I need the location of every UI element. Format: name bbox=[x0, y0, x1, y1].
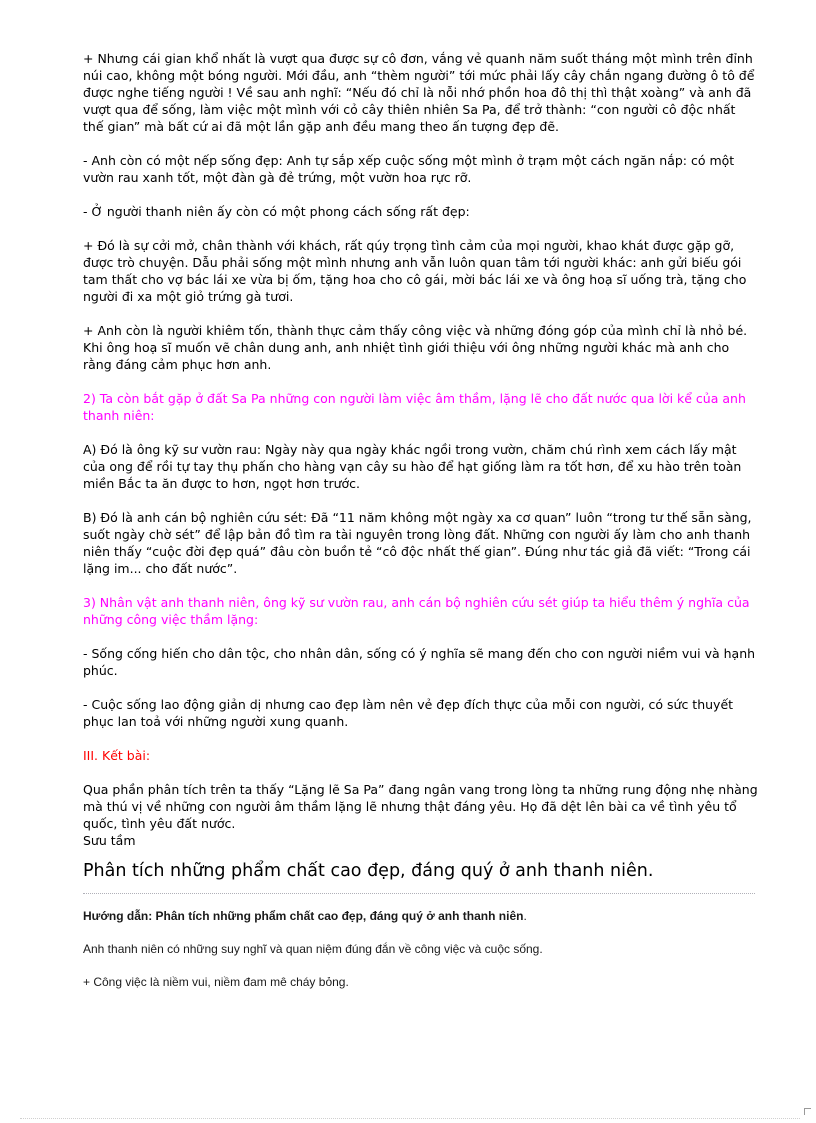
paragraph: - Ở người thanh niên ấy còn có một phong cách sống rất đẹp: bbox=[83, 204, 470, 219]
paragraph: + Công việc là niềm vui, niềm đam mê cháy bỏng. bbox=[83, 975, 349, 989]
guide-period: . bbox=[523, 909, 527, 923]
conclusion-heading: III. Kết bài: bbox=[83, 748, 151, 763]
guide-line bbox=[83, 908, 758, 924]
paragraph: - Cuộc sống lao động giản dị nhưng cao đẹp làm nên vẻ đẹp đích thực của mỗi con người, có sức thuyết phục lan toả với những người xung quanh. bbox=[83, 697, 734, 729]
paragraph: + Anh còn là người khiêm tốn, thành thực cảm thấy công việc và những đóng góp của mình chỉ là nhỏ bé. Khi ông hoạ sĩ muốn vẽ chân dung anh, anh nhiệt tình giới thiệu với ông những người khác mà anh cho rằng đáng cảm phục hơn anh. bbox=[83, 323, 748, 372]
paragraph: B) Đó là anh cán bộ nghiên cứu sét: Đã “11 năm không một ngày xa cơ quan” luôn “trong tư thế sẵn sàng, suốt ngày chờ sét” để lập bản đồ tìm ra tài nguyên trong lòng đất. Những con người ấy làm cho anh thanh niên thấy “cuộc đời đẹp quá” đâu còn buồn tẻ “cô độc nhất thế gian”. Đúng như tác giả đã viết: “Trong cái lặng im... cho đất nước”. bbox=[83, 510, 752, 576]
source-note: Sưu tầm bbox=[83, 833, 136, 848]
page-bottom-divider bbox=[20, 1118, 800, 1119]
paragraph: + Nhưng cái gian khổ nhất là vượt qua được sự cô đơn, vắng vẻ quanh năm suốt tháng một mình trên đỉnh núi cao, không một bóng người. Mới đầu, anh “thèm người” tới mức phải lấy cây chắn ngang đường ô tô để được nghe tiếng người ! Về sau anh nghĩ: “Nếu đó chỉ là nỗi nhớ phồn hoa đô thị thì thật xoàng” và anh đã vượt qua để sống, làm việc một mình với cỏ cây thiên nhiên Sa Pa, để trở thành: “con người cô độc nhất thế gian” mà bất cứ ai đã một lần gặp anh đều mang theo ấn tượng đẹp đẽ. bbox=[83, 51, 755, 134]
paragraph: A) Đó là ông kỹ sư vườn rau: Ngày này qua ngày khác ngồi trong vườn, chăm chú rình xem cách lấy mật của ong để rồi tự tay thụ phấn cho hàng vạn cây su hào để hạt giống làm ra tốt hơn, để xu hào trên toàn miền Bắc ta ăn được to hơn, ngọt hơn trước. bbox=[83, 442, 742, 491]
paragraph: Qua phần phân tích trên ta thấy “Lặng lẽ Sa Pa” đang ngân vang trong lòng ta những rung động nhẹ nhàng mà thú vị về những con người âm thầm lặng lẽ nhưng thật đáng yêu. Họ đã dệt lên bài ca về tình yêu tổ quốc, tình yêu đất nước. bbox=[83, 782, 758, 831]
document-body bbox=[83, 50, 758, 1007]
guide-section bbox=[83, 908, 758, 990]
page-corner-mark bbox=[804, 1108, 811, 1115]
divider bbox=[83, 893, 755, 894]
section-heading-2: 2) Ta còn bắt gặp ở đất Sa Pa những con người làm việc âm thầm, lặng lẽ cho đất nước qua lời kể của anh thanh niên: bbox=[83, 391, 746, 423]
paragraph: - Sống cống hiến cho dân tộc, cho nhân dân, sống có ý nghĩa sẽ mang đến cho con người niềm vui và hạnh phúc. bbox=[83, 646, 756, 678]
paragraph: - Anh còn có một nếp sống đẹp: Anh tự sắp xếp cuộc sống một mình ở trạm một cách ngăn nắp: có một vườn rau xanh tốt, một đàn gà đẻ trứng, một vườn hoa rực rỡ. bbox=[83, 153, 735, 185]
paragraph: Anh thanh niên có những suy nghĩ và quan niệm đúng đắn về công việc và cuộc sống. bbox=[83, 942, 543, 956]
guide-label: Hướng dẫn: Phân tích những phẩm chất cao đẹp, đáng quý ở anh thanh niên bbox=[83, 909, 524, 923]
section-heading-3: 3) Nhân vật anh thanh niên, ông kỹ sư vườn rau, anh cán bộ nghiên cứu sét giúp ta hiểu thêm ý nghĩa của những công việc thầm lặng: bbox=[83, 595, 750, 627]
paragraph: + Đó là sự cởi mở, chân thành với khách, rất qúy trọng tình cảm của mọi người, khao khát được gặp gỡ, được trò chuyện. Dẫu phải sống một mình nhưng anh vẫn luôn quan tâm tới người khác: anh gửi biếu gói tam thất cho vợ bác lái xe vừa bị ốm, tặng hoa cho cô gái, mời bác lái xe và ông hoạ sĩ uống trà, tặng cho người đi xa một giỏ trứng gà tươi. bbox=[83, 238, 747, 304]
article-title: Phân tích những phẩm chất cao đẹp, đáng quý ở anh thanh niên. bbox=[83, 861, 654, 881]
